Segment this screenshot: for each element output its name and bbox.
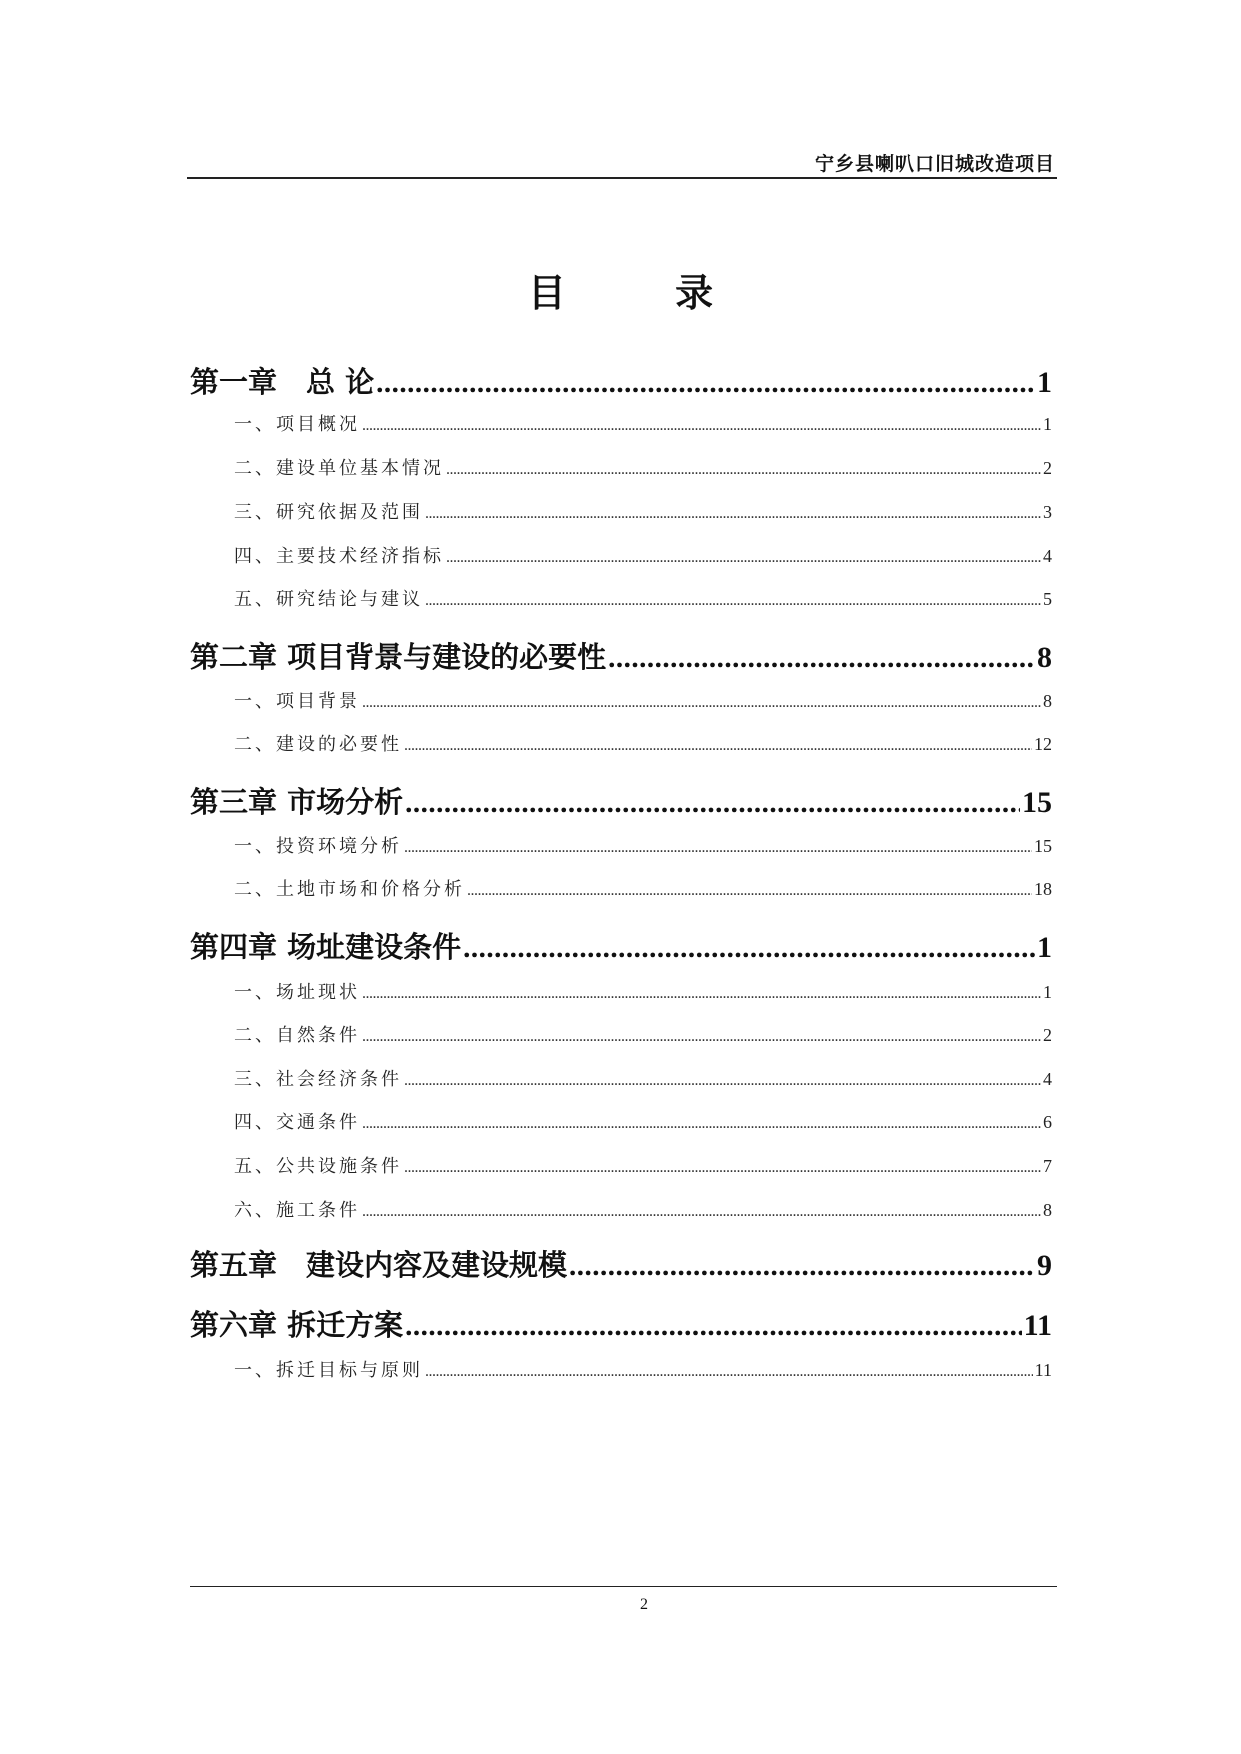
dot-leader xyxy=(405,1310,1022,1343)
dot-leader xyxy=(404,1159,1041,1177)
toc-entry-page: 7 xyxy=(1043,1156,1052,1176)
toc-entry-title: 三、社会经济条件 xyxy=(234,1069,402,1090)
toc-section-entry[interactable] xyxy=(190,1196,1052,1222)
dot-leader xyxy=(608,642,1035,675)
toc-entry-page: 4 xyxy=(1043,546,1052,566)
toc-entry-title: 四、主要技术经济指标 xyxy=(234,546,444,567)
dot-leader xyxy=(362,1203,1041,1221)
toc-chapter-entry[interactable] xyxy=(190,1243,1052,1284)
toc-entry-page: 11 xyxy=(1034,1360,1052,1380)
toc-entry-title: 二、建设的必要性 xyxy=(234,734,402,755)
toc-entry-page: 9 xyxy=(1037,1249,1052,1282)
toc-chapter-entry[interactable] xyxy=(190,925,1052,966)
toc-entry-page: 11 xyxy=(1023,1309,1052,1342)
toc-entry-title: 一、投资环境分析 xyxy=(234,836,402,857)
toc-entry-title: 第二章 项目背景与建设的必要性 xyxy=(190,640,607,674)
dot-leader xyxy=(425,592,1041,610)
dot-leader xyxy=(446,461,1041,479)
toc-entry-page: 8 xyxy=(1037,641,1052,674)
toc-title: 目 录 xyxy=(527,271,762,315)
toc-section-entry[interactable] xyxy=(190,1356,1052,1382)
dot-leader xyxy=(467,882,1032,900)
toc-entry-title: 二、土地市场和价格分析 xyxy=(234,879,465,900)
dot-leader xyxy=(362,1028,1041,1046)
dot-leader xyxy=(362,1115,1041,1133)
dot-leader xyxy=(404,1072,1041,1090)
toc-entry-page: 15 xyxy=(1034,836,1052,856)
running-header xyxy=(187,143,1057,179)
toc-entry-title: 四、交通条件 xyxy=(234,1112,360,1133)
dot-leader xyxy=(362,417,1041,435)
toc-chapter-entry[interactable] xyxy=(190,635,1052,676)
toc-entry-title: 第三章 市场分析 xyxy=(190,785,404,819)
dot-leader xyxy=(362,694,1041,712)
toc-entry-title: 第四章 场址建设条件 xyxy=(190,930,462,964)
toc-entry-title: 一、拆迁目标与原则 xyxy=(234,1360,423,1381)
document-title: 宁乡县喇叭口旧城改造项目 xyxy=(814,153,1055,175)
toc-section-entry[interactable] xyxy=(190,498,1052,524)
dot-leader xyxy=(404,737,1032,755)
toc-entry-title: 一、项目背景 xyxy=(234,691,360,712)
toc-entry-title: 第六章 拆迁方案 xyxy=(190,1308,404,1342)
toc-entry-page: 4 xyxy=(1043,1069,1052,1089)
toc-section-entry[interactable] xyxy=(190,585,1052,611)
toc-section-entry[interactable] xyxy=(190,687,1052,713)
toc-entry-page: 5 xyxy=(1043,589,1052,609)
toc-entry-page: 15 xyxy=(1022,786,1052,819)
toc-section-entry[interactable] xyxy=(190,978,1052,1004)
toc-entry-title: 第五章 建设内容及建设规模 xyxy=(190,1248,568,1282)
toc-entry-page: 1 xyxy=(1037,931,1052,964)
toc-section-entry[interactable] xyxy=(190,1021,1052,1047)
dot-leader xyxy=(376,367,1035,400)
dot-leader xyxy=(362,985,1041,1003)
dot-leader xyxy=(463,932,1035,965)
dot-leader xyxy=(569,1250,1035,1283)
toc-entry-title: 五、研究结论与建议 xyxy=(234,589,423,610)
toc-entry-title: 三、研究依据及范围 xyxy=(234,502,423,523)
dot-leader xyxy=(425,505,1041,523)
toc-entry-page: 18 xyxy=(1034,879,1052,899)
toc-section-entry[interactable] xyxy=(190,542,1052,568)
toc-chapter-entry[interactable] xyxy=(190,360,1052,401)
toc-chapter-entry[interactable] xyxy=(190,1303,1052,1344)
toc-entry-page: 1 xyxy=(1043,414,1052,434)
dot-leader xyxy=(405,787,1020,820)
dot-leader xyxy=(446,549,1041,567)
toc-entry-page: 12 xyxy=(1034,734,1052,754)
toc-entry-title: 二、建设单位基本情况 xyxy=(234,458,444,479)
toc-entry-title: 五、公共设施条件 xyxy=(234,1156,402,1177)
dot-leader xyxy=(404,839,1032,857)
toc-entry-page: 2 xyxy=(1043,1025,1052,1045)
page-number: 2 xyxy=(640,1596,648,1613)
toc-entry-page: 6 xyxy=(1043,1112,1052,1132)
toc-entry-page: 3 xyxy=(1043,502,1052,522)
footer-rule xyxy=(190,1586,1057,1587)
toc-section-entry[interactable] xyxy=(190,454,1052,480)
toc-entry-page: 2 xyxy=(1043,458,1052,478)
toc-entry-page: 8 xyxy=(1043,1200,1052,1220)
toc-section-entry[interactable] xyxy=(190,410,1052,436)
toc-entry-page: 1 xyxy=(1037,366,1052,399)
toc-entry-title: 二、自然条件 xyxy=(234,1025,360,1046)
toc-section-entry[interactable] xyxy=(190,832,1052,858)
toc-section-entry[interactable] xyxy=(190,875,1052,901)
toc-chapter-entry[interactable] xyxy=(190,780,1052,821)
toc-entry-page: 8 xyxy=(1043,691,1052,711)
toc-entry-title: 一、项目概况 xyxy=(234,414,360,435)
toc-entry-title: 一、场址现状 xyxy=(234,982,360,1003)
toc-entry-title: 六、施工条件 xyxy=(234,1200,360,1221)
toc-section-entry[interactable] xyxy=(190,1065,1052,1091)
toc-entry-page: 1 xyxy=(1043,982,1052,1002)
toc-entry-title: 第一章 总 论 xyxy=(190,365,375,399)
toc-section-entry[interactable] xyxy=(190,1108,1052,1134)
dot-leader xyxy=(425,1363,1033,1381)
toc-section-entry[interactable] xyxy=(190,730,1052,756)
toc-section-entry[interactable] xyxy=(190,1152,1052,1178)
